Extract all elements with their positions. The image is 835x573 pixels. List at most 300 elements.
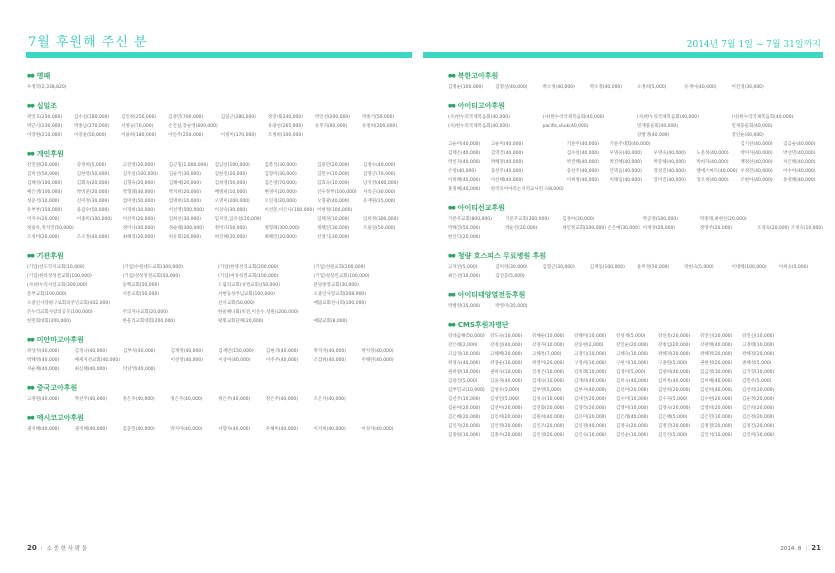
donor-entry: 민재풍물회(40,000) bbox=[731, 124, 773, 129]
donor-entry: 김해예(20,000) bbox=[168, 181, 201, 186]
section-header bbox=[27, 250, 406, 261]
donor-entry: 정영주(20,000) bbox=[699, 226, 733, 231]
donor-entry: 길옥례(10,000) bbox=[574, 370, 607, 375]
donor-entry: 김부영(5,000) bbox=[532, 388, 562, 393]
donor-entry: 곽연호(250,000) bbox=[27, 115, 63, 120]
donor-entry: 박영미(35,000) bbox=[495, 304, 528, 309]
donor-entry: 김순기(30,000) bbox=[168, 172, 201, 177]
donor-entry: 이희숙(5,000) bbox=[778, 265, 809, 270]
donor-entry: 조감희(40,000) bbox=[313, 358, 346, 363]
donor-entry: 임희선(30,000) bbox=[168, 217, 201, 222]
donor-entry: 김부자(40,000) bbox=[123, 349, 156, 354]
donor-entry: 유무지(60,000) bbox=[314, 124, 348, 129]
donor-entry: 허유회(20,000) bbox=[168, 235, 201, 240]
donor-entry: 정은주(40,000) bbox=[265, 397, 299, 402]
donor-entry: 김은래(40,000) bbox=[616, 415, 649, 420]
donor-entry: 곽경숙(40,000) bbox=[448, 361, 481, 366]
donor-entry: 송선주(40,000) bbox=[566, 169, 600, 174]
donor-section bbox=[27, 334, 406, 373]
donor-entry: 김선희(20,000) bbox=[742, 388, 775, 393]
donor-entry: 주해란(40,000) bbox=[361, 358, 394, 363]
donor-entry: 김인희(10,000) bbox=[742, 433, 775, 438]
donor-entry: 김영희(20,000) bbox=[700, 406, 733, 411]
donor-entry: 허진혜(20,000) bbox=[214, 235, 247, 240]
donor-entry: 고순미(40,000) bbox=[448, 142, 481, 147]
donor-entry: 김용진(5,000) bbox=[448, 379, 478, 384]
donor-entry: 엘에스마트(40,000) bbox=[696, 169, 738, 174]
donor-entry: 김수실(40,000) bbox=[566, 151, 600, 156]
donor-entry: 길정은(10,000) bbox=[532, 370, 565, 375]
donor-entry: 김혈근(30,000) bbox=[542, 265, 575, 270]
left-content bbox=[27, 70, 406, 442]
donor-entry: 기룬주교회(300,000) bbox=[505, 217, 549, 222]
donor-entry: 분당중앙교회(30,000) bbox=[313, 283, 359, 288]
section-header bbox=[448, 100, 823, 111]
donor-entry: 강해순(10,000) bbox=[532, 334, 565, 339]
donor-entry: 김성숙(10,000) bbox=[532, 397, 565, 402]
page-number: 20 bbox=[27, 544, 37, 552]
donor-entry: 최혜민(20,000) bbox=[264, 235, 297, 240]
donor-entry: 강병생(40,000) bbox=[637, 133, 670, 138]
donor-entry: 안명음(40,000) bbox=[609, 169, 642, 174]
donor-entry: 박해영(40,000) bbox=[27, 358, 60, 363]
donor-entry: 정미나(30,000) bbox=[122, 226, 156, 231]
donor-entry: 이정미(170,000) bbox=[220, 133, 256, 138]
donor-entry: 송선주(40,000) bbox=[490, 169, 524, 174]
section-title: 기관후원 bbox=[36, 251, 64, 260]
donor-entry bbox=[784, 433, 823, 439]
donor-entry: 고지연(5,000) bbox=[448, 265, 478, 270]
donor-entry: 박선자(40,000) bbox=[448, 160, 481, 165]
donor-entry: 동백교회(50,000) bbox=[122, 283, 160, 288]
donor-entry: 배세지선교회(40,000) bbox=[74, 358, 120, 363]
donor-entry: 강연신(10,000) bbox=[742, 334, 775, 339]
donor-entry: 이건경(30,000) bbox=[731, 85, 764, 90]
bullet-dots-icon: ●● bbox=[27, 414, 34, 421]
donor-entry bbox=[562, 235, 640, 241]
donor-entry bbox=[218, 367, 263, 373]
donor-entry: (사)한누리국제복음회(40,000) bbox=[542, 115, 605, 120]
donor-entry: 손진섭,장순영(600,000) bbox=[168, 124, 218, 129]
donor-entry: 박종남(270,000) bbox=[74, 124, 110, 129]
donor-entry: 곽혜정(20,000) bbox=[742, 352, 775, 357]
donor-entry bbox=[784, 388, 823, 394]
donor-section bbox=[448, 70, 823, 91]
title-bar bbox=[423, 52, 823, 58]
right-footer bbox=[780, 544, 821, 552]
donor-entry: 김인진(5,000) bbox=[658, 433, 688, 438]
donor-entry: 김경아(30,000) bbox=[562, 217, 595, 222]
publication-name: 소 중 한 사 람 들 bbox=[46, 546, 88, 552]
donor-entry: 고정원(40,000) bbox=[27, 397, 60, 402]
donor-entry: 권지혜(40,000) bbox=[74, 427, 108, 432]
donor-entry: 박선민(40,000) bbox=[783, 151, 816, 156]
donor-entry: 박종래,최현신(20,000) bbox=[699, 217, 747, 222]
donor-entry: 김용민(20,000) bbox=[317, 163, 350, 168]
donor-entry: 이종미(100,000) bbox=[76, 217, 112, 222]
donor-entry: 장오정(40,000) bbox=[696, 178, 729, 183]
donor-entry: 서문교회(50,000) bbox=[122, 292, 160, 297]
section-title: 아이티태양열전등후원 bbox=[457, 290, 526, 299]
donor-entry bbox=[171, 367, 216, 373]
donor-entry: 유재원(15,000) bbox=[363, 199, 396, 204]
donor-entry bbox=[684, 274, 728, 280]
donor-entry bbox=[590, 304, 634, 310]
donor-entry: 한인덕(20,000) bbox=[448, 235, 481, 240]
donor-entry: 이강원(210,000) bbox=[27, 133, 63, 138]
donor-entry: 김인조(20,000) bbox=[532, 424, 565, 429]
donor-entry: 오명미(200,000) bbox=[214, 199, 250, 204]
donor-entry: 김미영(30,000) bbox=[495, 265, 528, 270]
donor-entry: 이용희(180,000) bbox=[121, 133, 157, 138]
donor-entry: 온누리교회사랑의공모(100,000) bbox=[27, 310, 93, 315]
donor-entry: 한울해나회(비전,이온누,성원)(200,000) bbox=[218, 310, 299, 315]
donor-list bbox=[448, 304, 823, 310]
right-content bbox=[448, 70, 823, 448]
donor-entry: 박소정(40,000) bbox=[589, 85, 623, 90]
donor-entry: 김인숙(10,000) bbox=[574, 433, 607, 438]
donor-entry: 김종원(10,000) bbox=[448, 433, 481, 438]
donor-entry: 강성재(5,000) bbox=[616, 334, 646, 339]
donor-list bbox=[448, 217, 823, 241]
donor-entry: 박순진(20,000) bbox=[505, 226, 538, 231]
donor-entry: 이희정(40,000) bbox=[566, 178, 600, 183]
donor-entry: 강연신(20,000) bbox=[700, 334, 733, 339]
donor-entry bbox=[543, 274, 587, 280]
donor-entry: 변경미(20,000) bbox=[264, 190, 297, 195]
donor-entry: 박선주(40,000) bbox=[74, 397, 108, 402]
date-range: 2014년 7월 1일 ~ 7월 31일까지 bbox=[686, 40, 821, 50]
donor-entry: 박진혜(40,000) bbox=[566, 160, 600, 165]
donor-entry: 김금정(30,000) bbox=[700, 370, 733, 375]
donor-entry: 이선미(20,000) bbox=[122, 217, 156, 222]
donor-entry: 예닮교회(8,000) bbox=[313, 319, 348, 324]
donor-entry: 정순례(300,000) bbox=[168, 226, 204, 231]
donor-entry bbox=[543, 304, 587, 310]
donor-entry: 백정선(40,000) bbox=[740, 160, 773, 165]
donor-section bbox=[448, 289, 823, 310]
donor-entry bbox=[363, 235, 406, 241]
donor-entry: 박소정(40,000) bbox=[542, 85, 575, 90]
bullet-dots-icon: ●● bbox=[27, 336, 34, 343]
donor-entry: 박비준(20,000) bbox=[76, 190, 110, 195]
donor-entry: 조소정(40,000) bbox=[76, 235, 110, 240]
donor-entry: 한울리교회대회(200,000) bbox=[122, 319, 176, 324]
donor-entry: 배은생(100,000) bbox=[27, 190, 63, 195]
donor-entry bbox=[123, 358, 168, 364]
donor-entry: 강인순(40,000) bbox=[731, 133, 764, 138]
donor-entry: 박혜정(40,000) bbox=[490, 160, 524, 165]
donor-entry: 조정희(100,000) bbox=[267, 133, 304, 138]
donor-entry bbox=[783, 187, 823, 193]
donor-entry: 구종원(5,000) bbox=[658, 361, 688, 366]
donor-entry: 유정희(200,000) bbox=[361, 124, 398, 129]
donor-entry bbox=[779, 304, 823, 310]
donor-entry: 김희영(50,000) bbox=[214, 181, 247, 186]
section-header bbox=[448, 70, 823, 81]
donor-entry: 이선혜(40,000) bbox=[490, 178, 524, 183]
donor-entry: 강경실(40,000) bbox=[490, 343, 523, 348]
donor-entry: 강동현(2,000) bbox=[574, 343, 604, 348]
donor-entry: 김영숙(20,000) bbox=[658, 406, 691, 411]
donor-entry: 강정임(20,000) bbox=[658, 343, 691, 348]
donor-entry: pacific,shuk(40,000) bbox=[542, 124, 589, 129]
donor-entry bbox=[784, 424, 823, 430]
footer-separator: | bbox=[40, 546, 43, 552]
donor-entry: 김성우(5,000) bbox=[490, 388, 520, 393]
section-title: 중국고아후원 bbox=[36, 383, 78, 392]
section-title: 미안마고아후원 bbox=[36, 335, 85, 344]
donor-entry: 박해진(50,000) bbox=[448, 226, 481, 231]
donor-entry bbox=[266, 367, 311, 373]
donor-entry: 정형례(300,000) bbox=[264, 226, 300, 231]
donor-entry: 이주주(40,000) bbox=[266, 358, 299, 363]
donor-entry: 김재희(40,000) bbox=[574, 379, 607, 384]
donor-entry: 김선동(5,000) bbox=[495, 274, 525, 279]
donor-entry: 염명희(10,000) bbox=[168, 199, 201, 204]
donor-entry: 소중인사랑평구로회의주인교회(442,000) bbox=[27, 301, 110, 306]
donor-section bbox=[27, 382, 406, 403]
donor-entry: 김해경(100,000) bbox=[27, 181, 63, 186]
donor-entry: (기업)한라성성결교회(100,000) bbox=[27, 274, 92, 279]
section-header bbox=[448, 250, 823, 261]
donor-entry: 김정진(20,000) bbox=[658, 424, 691, 429]
donor-entry: 김한진(20,000) bbox=[214, 172, 247, 177]
donor-entry: 우명숙(40,000) bbox=[609, 151, 642, 156]
donor-entry: (기업)성성성결교회(50,000) bbox=[122, 274, 181, 279]
donor-entry bbox=[784, 415, 823, 421]
donor-entry: 김남선(100,000) bbox=[214, 163, 250, 168]
donor-entry: 김인경(20,000) bbox=[532, 433, 565, 438]
donor-entry: 김경나(40,000) bbox=[74, 349, 107, 354]
donor-entry: 김세진(20,000) bbox=[574, 397, 607, 402]
donor-entry: 우경진(40,000) bbox=[740, 169, 773, 174]
section-header bbox=[448, 319, 823, 330]
donor-entry: 이현정(100,000) bbox=[317, 208, 353, 213]
donor-entry: 박진혜(40,000) bbox=[609, 160, 642, 165]
donor-entry: 드림의교회(성결교회)(50,000) bbox=[218, 283, 280, 288]
donor-entry: 김은혜(5,000) bbox=[658, 415, 688, 420]
donor-entry: 한민회대회(200,000) bbox=[27, 319, 71, 324]
donor-entry: 기룬주교회(800,000) bbox=[448, 217, 492, 222]
donor-entry: 김인영(20,000) bbox=[490, 424, 523, 429]
donor-entry: 서은혜(40,000) bbox=[783, 160, 816, 165]
donor-entry: 김원희(40,000) bbox=[532, 415, 565, 420]
donor-entry: 임희정(300,000) bbox=[363, 217, 399, 222]
donor-entry: 한국유아아리는지역교사연구(8,000) bbox=[490, 187, 564, 192]
donor-entry: 기룬주(40,000) bbox=[566, 142, 600, 147]
donor-entry bbox=[363, 208, 406, 214]
footer-separator: | bbox=[805, 546, 808, 552]
donor-entry: 곽상자(40,000) bbox=[27, 349, 60, 354]
donor-entry bbox=[448, 133, 540, 139]
donor-list bbox=[27, 397, 406, 403]
donor-entry: 곽혜경(20,000) bbox=[658, 352, 691, 357]
donor-entry: (기업)여성성결교회(100,000) bbox=[218, 274, 279, 279]
donor-entry: 신미정(30,000) bbox=[76, 199, 110, 204]
donor-entry: 김형숙(20,000) bbox=[122, 181, 156, 186]
donor-entry: 이선영(40,000) bbox=[170, 358, 203, 363]
donor-entry: 김수현(20,000) bbox=[700, 397, 733, 402]
donor-entry: 박인선(200,000) bbox=[314, 115, 351, 120]
bullet-dots-icon: ●● bbox=[448, 102, 455, 109]
donor-section bbox=[27, 70, 406, 91]
donor-entry: 김선희(20,000) bbox=[658, 388, 691, 393]
donor-entry: 강도숙(10,000) bbox=[490, 334, 523, 339]
donor-entry: 소중인사랑교회(208,900) bbox=[313, 292, 367, 297]
donor-entry: 김영근(70,000) bbox=[363, 172, 396, 177]
donor-entry: 새인정교회(100,000) 손은예(30,000) bbox=[562, 226, 640, 231]
donor-section bbox=[448, 142, 823, 193]
donor-entry: 김근형(1,000,000) bbox=[168, 163, 209, 168]
donor-entry: 장성진(40,000) bbox=[653, 169, 686, 174]
section-header bbox=[448, 202, 823, 213]
donor-entry: 김순정(20,000) bbox=[742, 397, 775, 402]
donor-entry: 김미숙(40,000) bbox=[616, 379, 649, 384]
donor-entry: 최은선(10,000) bbox=[448, 274, 481, 279]
donor-entry: 유부부(150,000) bbox=[27, 208, 63, 213]
donor-list bbox=[27, 427, 406, 433]
donor-entry: 김순여(20,000) bbox=[448, 406, 481, 411]
section-title: 십일조 bbox=[36, 101, 58, 110]
donor-entry: 김현석(40,000) bbox=[266, 349, 299, 354]
donor-entry: 박형례(30,000) bbox=[122, 190, 156, 195]
donor-entry: 김미선(50,000) bbox=[27, 172, 60, 177]
donor-entry: 김인정(250,000) bbox=[121, 115, 157, 120]
donor-entry: 김경미(5,000) bbox=[616, 370, 646, 375]
donor-entry: 우해미(40,000) bbox=[265, 427, 299, 432]
donor-entry: 김재동(100,000) bbox=[589, 265, 625, 270]
donor-entry: 우정학(2,338,820) bbox=[27, 85, 67, 90]
donor-entry: 홍정혜(40,000) bbox=[448, 187, 481, 192]
donor-entry: 서옥근(30,000) bbox=[363, 190, 396, 195]
donor-entry: 김미옥(40,000) bbox=[658, 379, 691, 384]
donor-entry: 김선미(20,000) bbox=[616, 388, 649, 393]
donor-entry: 강선옥(20,000) bbox=[658, 334, 691, 339]
section-header bbox=[27, 412, 406, 423]
donor-entry: 오연경(20,000) bbox=[264, 199, 297, 204]
donor-entry: 김인희(20,000) bbox=[490, 415, 523, 420]
donor-entry: 고순미(40,000) bbox=[490, 142, 524, 147]
donor-entry: 김재영(40,000) bbox=[170, 349, 203, 354]
bullet-dots-icon: ●● bbox=[448, 252, 455, 259]
donor-entry: 김연아(20,000) bbox=[490, 406, 523, 411]
donor-entry bbox=[361, 367, 406, 373]
donor-entry: 조성미(20,000) bbox=[27, 235, 60, 240]
donor-entry: 이지희(40,000) bbox=[313, 427, 346, 432]
donor-entry bbox=[637, 304, 681, 310]
donor-entry: 김수미(10,000) bbox=[616, 397, 649, 402]
donor-entry: (기업)청설린교회(100,000) bbox=[313, 274, 370, 279]
donor-entry: 우명숙(40,000) bbox=[653, 151, 686, 156]
donor-entry bbox=[779, 85, 823, 91]
section-header bbox=[27, 334, 406, 345]
donor-section bbox=[448, 100, 823, 139]
donor-entry: 권지혜(40,000) bbox=[27, 427, 60, 432]
donor-section bbox=[27, 250, 406, 325]
donor-entry: 이수아(40,000) bbox=[783, 169, 816, 174]
donor-entry: 고해옥(7,000) bbox=[532, 352, 562, 357]
donor-entry: 김태은(40,000) bbox=[448, 151, 481, 156]
donor-entry: 임지연,임유섭(20,000) bbox=[214, 217, 262, 222]
donor-entry: 김은혜(20,000) bbox=[448, 415, 481, 420]
donor-entry: 이선문,이은나(100,000) bbox=[264, 208, 315, 213]
donor-entry: 이희혜(40,000) bbox=[448, 178, 481, 183]
donor-entry bbox=[700, 235, 754, 241]
donor-entry: 강해미(10,000) bbox=[574, 334, 607, 339]
donor-entry: 김기형(10,000) bbox=[742, 370, 775, 375]
donor-entry: 김은민(10,000) bbox=[700, 415, 733, 420]
donor-section bbox=[27, 100, 406, 139]
donor-entry: 신영식(30,000) bbox=[317, 235, 350, 240]
donor-entry: 강판태(40,000) bbox=[700, 343, 733, 348]
donor-entry bbox=[757, 235, 823, 241]
donor-entry bbox=[684, 304, 728, 310]
title-bar bbox=[26, 52, 412, 58]
donor-entry: 김은영(70,000) bbox=[264, 181, 297, 186]
donor-entry: 고혜숙(10,000) bbox=[616, 352, 649, 357]
donor-entry: 김주실(100,000) bbox=[122, 172, 158, 177]
donor-section bbox=[27, 148, 406, 241]
donor-entry: 김영라(20,000) bbox=[574, 406, 607, 411]
donor-entry: 김윤경(40,000) bbox=[490, 379, 523, 384]
section-header bbox=[27, 148, 406, 159]
section-title: 북한고아후원 bbox=[457, 71, 499, 80]
section-header bbox=[27, 382, 406, 393]
donor-entry: 이태임(40,000) bbox=[609, 178, 642, 183]
donor-entry: 김형미(30,000) bbox=[264, 172, 297, 177]
donor-entry: 김경민(700,000) bbox=[168, 115, 204, 120]
donor-entry: (기업)성원교회(200,000) bbox=[313, 265, 366, 270]
donor-entry: (사)한누리국제복음회(40,000) bbox=[448, 124, 510, 129]
donor-entry: 정연대(240,000) bbox=[267, 115, 304, 120]
donor-entry: 이강윤(50,000) bbox=[74, 133, 107, 138]
donor-entry bbox=[654, 142, 694, 148]
donor-entry: 박병영(35,000) bbox=[448, 304, 481, 309]
donor-entry: 문부교회(100,000) bbox=[27, 292, 67, 297]
donor-entry: 김일근(280,000) bbox=[220, 115, 256, 120]
donor-entry: 김한영(50,000) bbox=[76, 172, 110, 177]
donor-entry: 예닮교회선나회(100,000) bbox=[313, 301, 367, 306]
donor-entry: 김영미(10,000) bbox=[616, 406, 649, 411]
donor-entry: 홍정혜(40,000) bbox=[783, 178, 816, 183]
donor-entry: 이지수(20,000) bbox=[27, 217, 60, 222]
donor-entry: 탁난영(40,000) bbox=[123, 367, 156, 372]
donor-entry: 권희양(10,000) bbox=[448, 370, 481, 375]
bullet-dots-icon: ●● bbox=[448, 291, 455, 298]
donor-entry: 김영건(40,000) bbox=[490, 151, 524, 156]
donor-entry: 김정수(40,000) bbox=[363, 163, 396, 168]
donor-entry: 김인경(40,000) bbox=[574, 424, 607, 429]
donor-list bbox=[448, 85, 823, 91]
bullet-dots-icon: ●● bbox=[27, 150, 34, 157]
donor-entry: 곽영미(20,000) bbox=[532, 361, 565, 366]
donor-entry bbox=[643, 235, 697, 241]
donor-entry: 김수자(5,000) bbox=[658, 397, 688, 402]
donor-entry: 김명순(100,000) bbox=[448, 85, 484, 90]
donor-entry: 강경자(10,000) bbox=[532, 343, 565, 348]
donor-entry: 강정희(5,000) bbox=[76, 163, 107, 168]
bullet-dots-icon: ●● bbox=[27, 384, 34, 391]
donor-entry: 서현동성주님교회(100,000) bbox=[218, 292, 275, 297]
donor-entry bbox=[784, 361, 823, 367]
donor-entry: 김은정(20,000) bbox=[742, 415, 775, 420]
donor-entry: 김명실(40,000) bbox=[495, 85, 528, 90]
donor-entry: 김재숙(10,000) bbox=[532, 379, 565, 384]
donor-entry bbox=[123, 301, 216, 307]
donor-entry bbox=[610, 187, 651, 193]
donor-entry: 강은해(2,000) bbox=[448, 343, 478, 348]
